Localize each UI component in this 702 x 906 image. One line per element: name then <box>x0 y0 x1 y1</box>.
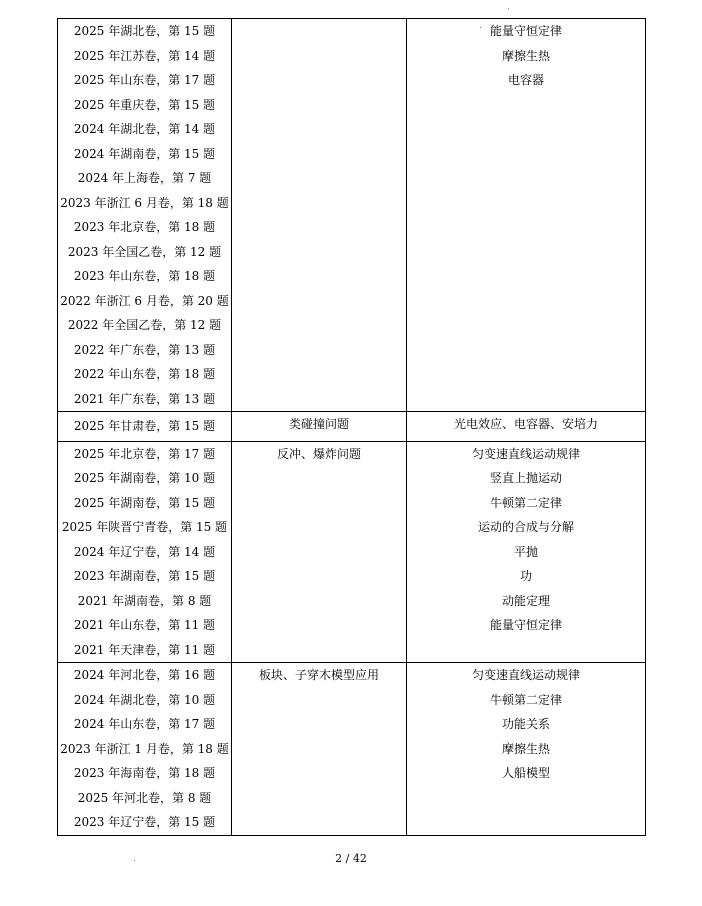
page-number: 2 / 42 <box>335 852 367 865</box>
source-item: 2023 年海南卷，第 18 题 <box>73 766 216 780</box>
source-item: 2025 年河北卷，第 8 题 <box>77 790 212 805</box>
source-item: 2023 年浙江 6 月卷，第 18 题 <box>60 195 229 210</box>
knowledge-item: 动能定理 <box>501 593 550 608</box>
source-item: 2021 年山东卷，第 11 题 <box>73 618 216 632</box>
topic-cell <box>232 663 407 836</box>
topic-label: 类碰撞问题 <box>288 417 349 431</box>
sources-cell <box>58 663 232 836</box>
topic-label: 板块、子穿木模型应用 <box>258 668 379 682</box>
source-item: 2021 年湖南卷，第 8 题 <box>77 593 212 608</box>
knowledge-item: 竖直上抛运动 <box>489 471 562 485</box>
knowledge-cell <box>407 412 646 442</box>
source-item: 2024 年湖北卷，第 10 题 <box>73 692 216 707</box>
source-item: 2024 年湖南卷，第 15 题 <box>73 146 216 161</box>
source-item: 2023 年山东卷，第 18 题 <box>73 269 216 283</box>
source-item: 2023 年北京卷，第 18 题 <box>73 220 216 234</box>
source-item: 2022 年浙江 6 月卷，第 20 题 <box>60 293 229 308</box>
knowledge-item: 人船模型 <box>501 766 550 780</box>
exam-topic-table <box>57 18 646 836</box>
source-item: 2024 年山东卷，第 17 题 <box>73 717 216 731</box>
source-item: 2025 年重庆卷，第 15 题 <box>73 97 216 112</box>
source-item: 2021 年天津卷，第 11 题 <box>73 642 216 657</box>
source-item: 2023 年湖南卷，第 15 题 <box>73 569 216 583</box>
scan-speck <box>508 8 509 9</box>
knowledge-cell <box>407 19 646 412</box>
source-item: 2023 年浙江 1 月卷，第 18 题 <box>60 741 229 756</box>
topic-cell <box>232 441 407 663</box>
source-item: 2025 年陕晋宁青卷，第 15 题 <box>61 520 228 534</box>
table-row <box>58 441 646 663</box>
knowledge-item: 摩擦生热 <box>501 48 550 63</box>
source-item: 2023 年全国乙卷，第 12 题 <box>67 244 222 259</box>
topic-cell <box>232 19 407 412</box>
source-item: 2022 年广东卷，第 13 题 <box>73 342 216 357</box>
source-item: 2023 年辽宁卷，第 15 题 <box>73 815 216 829</box>
source-item: 2024 年河北卷，第 16 题 <box>73 668 216 682</box>
table-row <box>58 19 646 412</box>
knowledge-item: 功 <box>519 569 532 583</box>
knowledge-item: 牛顿第二定律 <box>489 495 562 510</box>
source-item: 2025 年湖南卷，第 10 题 <box>73 471 216 485</box>
table-row <box>58 663 646 836</box>
knowledge-item: 匀变速直线运动规律 <box>471 668 580 682</box>
topic-cell <box>232 412 407 442</box>
sources-cell <box>58 441 232 663</box>
scan-speck <box>134 860 135 861</box>
knowledge-item: 匀变速直线运动规律 <box>471 446 580 461</box>
table-row <box>58 412 646 442</box>
knowledge-item: 摩擦生热 <box>501 741 550 756</box>
source-item: 2025 年湖南卷，第 15 题 <box>73 495 216 510</box>
source-item: 2025 年湖北卷，第 15 题 <box>73 24 216 38</box>
source-item: 2022 年全国乙卷，第 12 题 <box>67 318 222 332</box>
source-item: 2025 年甘肃卷，第 15 题 <box>73 419 216 433</box>
topic-label: 反冲、爆炸问题 <box>276 446 361 461</box>
knowledge-item: 能量守恒定律 <box>489 24 562 38</box>
topic-label <box>232 19 406 44</box>
source-item: 2021 年广东卷，第 13 题 <box>73 391 216 406</box>
knowledge-cell <box>407 663 646 836</box>
knowledge-item: 功能关系 <box>501 717 550 731</box>
source-item: 2025 年北京卷，第 17 题 <box>73 446 216 461</box>
source-item: 2025 年江苏卷，第 14 题 <box>73 48 216 63</box>
source-item: 2024 年湖北卷，第 14 题 <box>73 122 216 136</box>
knowledge-item: 能量守恒定律 <box>489 618 562 632</box>
knowledge-item: 运动的合成与分解 <box>477 520 574 534</box>
source-item: 2022 年山东卷，第 18 题 <box>73 367 216 381</box>
scan-speck <box>480 27 481 28</box>
sources-cell <box>58 412 232 442</box>
knowledge-item: 平抛 <box>513 544 538 559</box>
knowledge-item: 光电效应、电容器、安培力 <box>453 417 598 431</box>
source-item: 2024 年上海卷，第 7 题 <box>77 171 212 185</box>
knowledge-item: 牛顿第二定律 <box>489 692 562 707</box>
sources-cell <box>58 19 232 412</box>
knowledge-cell <box>407 441 646 663</box>
source-item: 2024 年辽宁卷，第 14 题 <box>73 544 216 559</box>
knowledge-item: 电容器 <box>507 73 544 87</box>
source-item: 2025 年山东卷，第 17 题 <box>73 73 216 87</box>
